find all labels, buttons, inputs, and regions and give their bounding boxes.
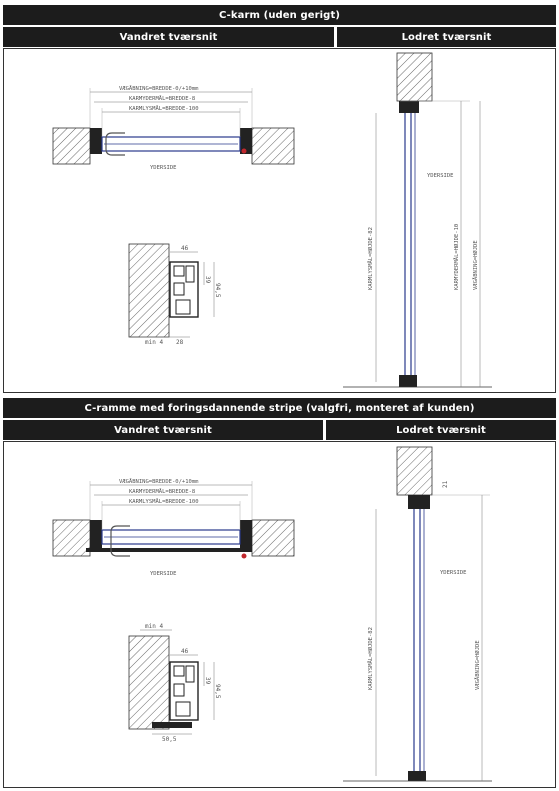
hinge-red-dot-2 [242, 554, 247, 559]
section2-left-header: Vandret tværsnit [3, 420, 323, 440]
v2-dim-light: KARMLYSMÅL=HØJDE-82 [368, 627, 374, 690]
detail2-d39: 39 [204, 677, 211, 685]
dim-frame-h2: KARMYDERMÅL=BREDDE-8 [129, 489, 196, 495]
dim-light-h2: KARMLYSMÅL=BREDDE-100 [129, 499, 199, 505]
dim-light-h1: KARMLYSMÅL=BREDDE-100 [129, 106, 199, 112]
detail1-d46: 46 [181, 245, 189, 252]
wall2-left [53, 520, 90, 556]
v2-d21: 21 [442, 480, 449, 488]
side-label-h2: YDERSIDE [150, 571, 177, 577]
v1-dim-frame: KARMYDERMÅL=HØJDE-10 [454, 223, 460, 290]
detail2-wall [129, 636, 169, 729]
detail1-d28: 28 [176, 339, 184, 346]
dim-wall-h2: VÆGÅBNING=BREDDE-0/+10mm [119, 479, 199, 485]
wall2-right [252, 520, 294, 556]
section1-left-header: Vandret tværsnit [3, 27, 334, 47]
section2-title: C-ramme med foringsdannende stripe (valgfri, monteret af kunden) [3, 398, 556, 418]
detail2-dmin: min 4 [145, 623, 164, 630]
v1-side-label: YDERSIDE [427, 173, 454, 179]
detail2-d505: 50,5 [162, 736, 177, 743]
side-label-h1: YDERSIDE [150, 165, 177, 171]
section1-title: C-karm (uden gerigt) [3, 5, 556, 25]
dim-frame-h1: KARMYDERMÅL=BREDDE-8 [129, 96, 196, 102]
detail2-d945: 94,5 [214, 684, 221, 699]
section1-right-header: Lodret tværsnit [337, 27, 556, 47]
detail1-d945: 94,5 [214, 283, 221, 298]
v1-dim-wall: VÆGÅBNING=HØJDE [473, 240, 479, 290]
v1-dim-light: KARMLYSMÅL=HØJDE-82 [368, 227, 374, 290]
detail1-dmin: min 4 [145, 339, 164, 346]
v2-side-label: YDERSIDE [440, 570, 467, 576]
section2-right-header: Lodret tværsnit [326, 420, 556, 440]
detail2-d46: 46 [181, 648, 189, 655]
v2-dim-wall: VÆGÅBNING=HØJDE [475, 640, 481, 690]
dim-wall-h1: VÆGÅBNING=BREDDE-0/+10mm [119, 86, 199, 92]
detail1-d39: 39 [204, 276, 211, 284]
vwall2-top [397, 447, 432, 495]
